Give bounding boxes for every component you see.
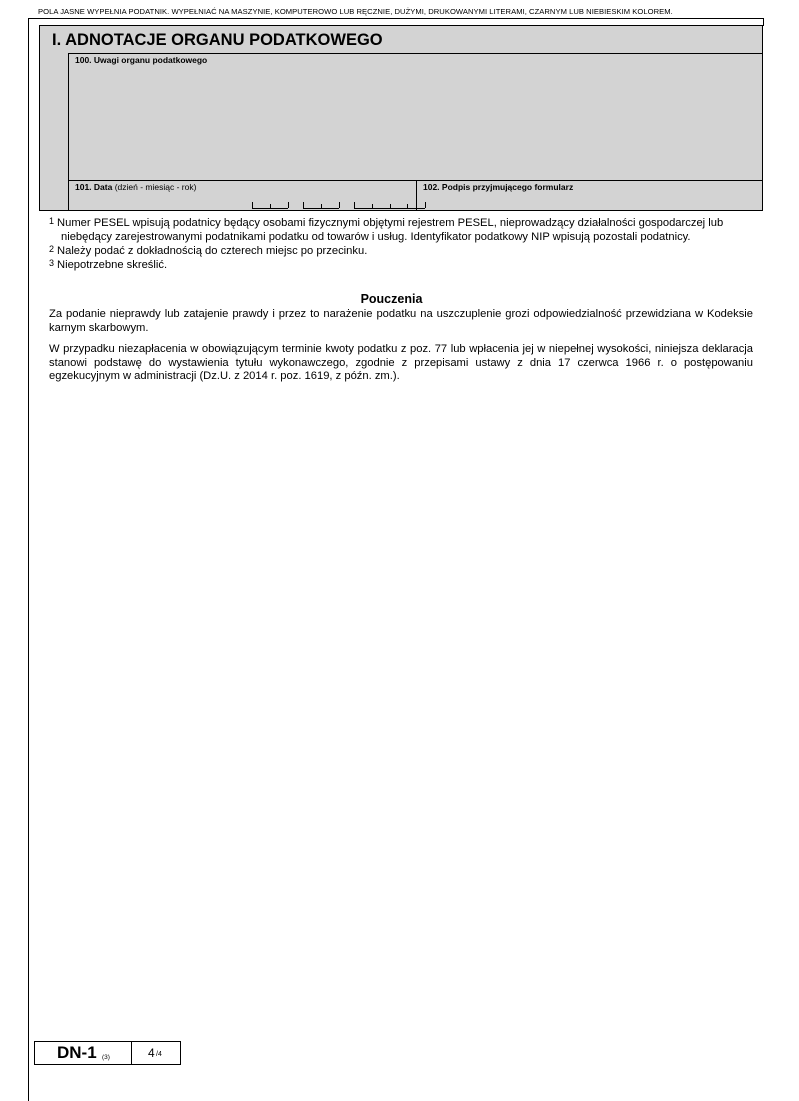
footnote-3: [49, 258, 759, 272]
date-label-number: 101. Data: [75, 182, 113, 192]
instructions-title: Pouczenia: [360, 292, 423, 306]
footnote-text: Niepotrzebne skreślić.: [57, 259, 168, 271]
form-footer: [34, 1041, 181, 1065]
footnotes: [49, 216, 759, 272]
form-code-cell: [35, 1042, 132, 1064]
instructions-paragraph-1: Za podanie nieprawdy lub zatajenie prawdy i przez to narażenie podatku na uszczuplenie grozi odpowiedzialność przewidziana w Kodeksie karnym skarbowym.: [49, 308, 753, 334]
form-code: DN-1: [57, 1043, 97, 1062]
page-total: /4: [156, 1051, 162, 1058]
footnote-text: Numer PESEL wpisują podatnicy będący osobami fizycznymi objętymi rejestrem PESEL, nieprowadzący działalności gospodarczej lub: [57, 217, 724, 229]
signature-label: 102. Podpis przyjmującego formularz: [423, 182, 574, 192]
date-format-hint: (dzień - miesiąc - rok): [114, 182, 197, 192]
page-number-cell: [132, 1042, 180, 1064]
filling-instructions-note: POLA JASNE WYPEŁNIA PODATNIK. WYPEŁNIAĆ NA MASZYNIE, KOMPUTEROWO LUB RĘCZNIE, DUŻYMI, DRUKOWANYMI LITERAMI, CZARNYM LUB NIEBIESKIM KOLOREM.: [38, 7, 673, 16]
footnote-text: Należy podać z dokładnością do czterech miejsc po przecinku.: [57, 245, 368, 257]
page-current: 4: [148, 1046, 155, 1060]
footnote-text-continued: niebędący zarejestrowanymi podatnikami podatku od towarów i usług. Identyfikator podatkowy NIP wpisują pozostali podatnicy.: [61, 231, 691, 243]
signature-field[interactable]: [417, 180, 763, 211]
page-frame-top: [28, 18, 764, 19]
footnote-2: [49, 244, 759, 258]
tax-office-annotations-section: [39, 25, 763, 211]
footnote-number: 1: [49, 216, 55, 226]
date-field[interactable]: [68, 180, 417, 211]
date-label: [75, 182, 196, 192]
remarks-field[interactable]: [68, 53, 763, 181]
instructions-paragraph-2: W przypadku niezapłacenia w obowiązującym terminie kwoty podatku z poz. 77 lub wpłacenia jej w niepełnej wysokości, niniejsza deklaracja stanowi podstawę do wystawienia tytułu wykonawczego, zgodnie z przepisami ustawy z dnia 17 czerwca 1966 r. o postępowaniu egzekucyjnym w administracji (Dz.U. z 2014 r. poz. 1619, z późn. zm.).: [49, 343, 753, 383]
date-year-boxes[interactable]: [354, 202, 425, 209]
form-version: (3): [102, 1054, 110, 1061]
footnote-1: [49, 216, 759, 244]
page-frame-right: [763, 18, 764, 26]
footnote-number: 2: [49, 244, 55, 254]
footnote-number: 3: [49, 258, 55, 268]
date-month-boxes[interactable]: [303, 202, 339, 209]
section-title: I. ADNOTACJE ORGANU PODATKOWEGO: [52, 31, 383, 49]
date-day-boxes[interactable]: [252, 202, 288, 209]
page-frame-left: [28, 18, 29, 1101]
remarks-label: 100. Uwagi organu podatkowego: [75, 55, 208, 65]
